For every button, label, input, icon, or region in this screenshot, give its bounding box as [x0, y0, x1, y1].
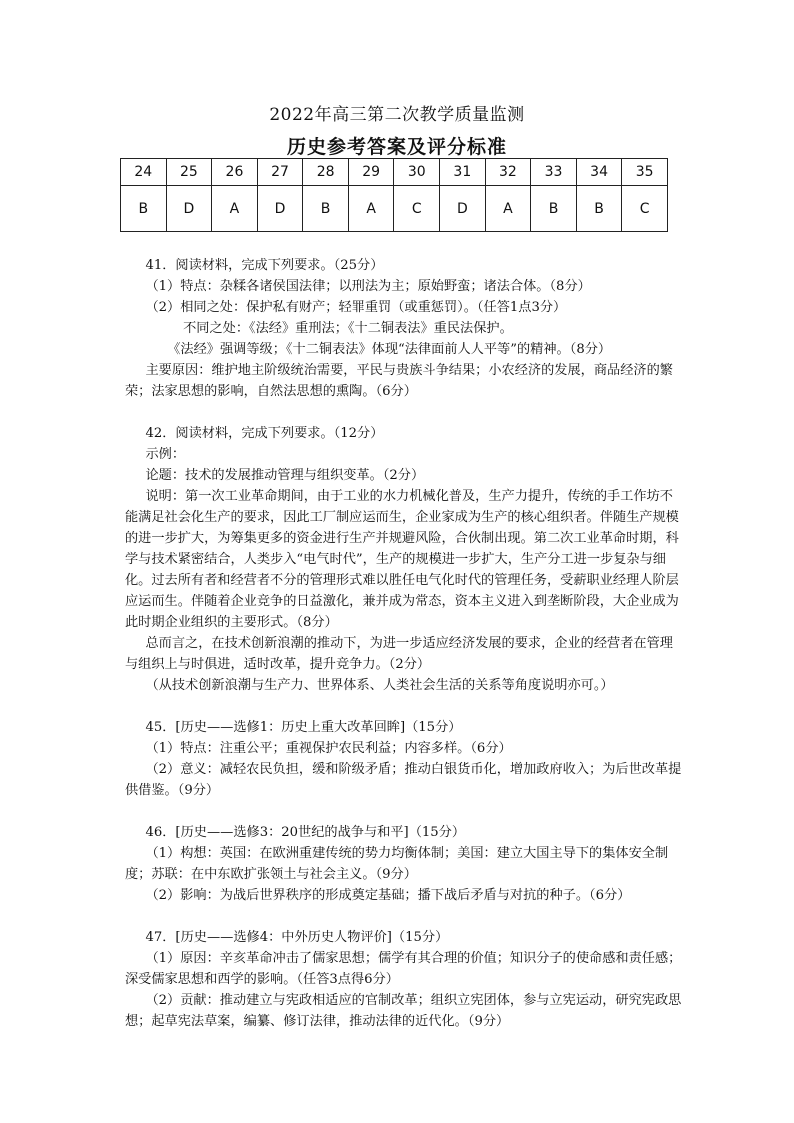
question-number: 24	[121, 159, 167, 186]
question-41-part-2-spirit: 《法经》强调等级；《十二铜表法》体现“法律面前人人平等”的精神。（8分）	[167, 342, 612, 357]
question-47-part-1: （1）原因：辛亥革命冲击了儒家思想；儒学有其合理的价值；知识分子的使命感和责任感；深受儒家思想和西学的影响。（任答3点得6分）	[125, 951, 682, 987]
question-42-example: 示例：	[145, 447, 186, 462]
question-42-explanation: 说明：第一次工业革命期间，由于工业的水力机械化普及，生产力提升，传统的手工作坊不能满足社会化生产的要求，因此工厂制应运而生，企业家成为生产的核心组织者。伴随生产规模的进一步扩大，为筹集更多的资金进行生产并规避风险，合伙制出现。第二次工业革命时期，科学与技术紧密结合，人类步入“电气时代”，生产的规模进一步扩大，生产分工进一步复杂与细化。过去所有者和经营者不分的管理形式难以胜任电气化时代的管理任务，受薪职业经理人阶层应运而生。伴随着企业竞争的日益激化，兼并成为常态，资本主义进入到垄断阶段，大企业成为此时期企业组织的主要形式。（8分）	[125, 489, 679, 630]
question-46	[125, 822, 685, 906]
question-41	[125, 255, 685, 402]
answer-cell: C	[394, 186, 440, 232]
question-number: 27	[257, 159, 303, 186]
answer-cell: B	[303, 186, 349, 232]
page-subtitle: 历史参考答案及评分标准	[286, 136, 507, 158]
question-42-note: （从技术创新浪潮与生产力、世界体系、人类社会生活的关系等角度说明亦可。）	[145, 678, 614, 693]
question-45-part-1: （1）特点：注重公平；重视保护农民利益；内容多样。（6分）	[145, 741, 512, 756]
question-47-part-2: （2）贡献：推动建立与宪政相适应的官制改革；组织立宪团体，参与立宪运动，研究宪政思想；起草宪法草案，编纂、修订法律，推动法律的近代化。（9分）	[125, 993, 682, 1029]
question-41-part-1: （1）特点：杂糅各诸侯国法律；以刑法为主；原始野蛮；诸法合体。（8分）	[145, 279, 591, 294]
question-47-title: 47．[历史——选修4：中外历史人物评价]（15分）	[145, 930, 449, 945]
question-42	[125, 423, 685, 696]
question-41-part-2: （2）相同之处：保护私有财产；轻罪重罚（或重惩罚）。（任答1点3分）	[145, 300, 567, 315]
question-42-title: 42．阅读材料，完成下列要求。（12分）	[145, 426, 384, 441]
answer-cell: A	[348, 186, 394, 232]
question-number: 34	[576, 159, 622, 186]
question-number: 25	[166, 159, 212, 186]
question-42-thesis: 论题：技术的发展推动管理与组织变革。（2分）	[145, 468, 425, 483]
page-title: 2022年高三第二次教学质量监测	[269, 105, 525, 125]
question-41-part-2-diff: 不同之处：《法经》重刑法；《十二铜表法》重民法保护。	[183, 321, 513, 336]
question-number: 33	[531, 159, 577, 186]
question-46-part-2: （2）影响：为战后世界秩序的形成奠定基础；播下战后矛盾与对抗的种子。（6分）	[145, 888, 631, 903]
question-number: 32	[485, 159, 531, 186]
answer-cell: A	[212, 186, 258, 232]
answer-body	[125, 255, 685, 1032]
answer-cell: D	[440, 186, 486, 232]
answer-cell: D	[257, 186, 303, 232]
question-number: 29	[348, 159, 394, 186]
question-number: 35	[622, 159, 668, 186]
answer-cell: B	[121, 186, 167, 232]
question-47	[125, 927, 685, 1032]
question-number: 30	[394, 159, 440, 186]
question-41-part-3: 主要原因：维护地主阶级统治需要，平民与贵族斗争结果；小农经济的发展，商品经济的繁荣；法家思想的影响，自然法思想的熏陶。（6分）	[125, 363, 673, 399]
question-46-part-1: （1）构想：英国：在欧洲重建传统的势力均衡体制；美国：建立大国主导下的集体安全制度；苏联：在中东欧扩张领土与社会主义。（9分）	[125, 846, 669, 882]
answer-cell: B	[576, 186, 622, 232]
question-46-title: 46．[历史——选修3：20世纪的战争与和平]（15分）	[145, 825, 466, 840]
question-number-row	[121, 159, 668, 186]
question-number: 26	[212, 159, 258, 186]
answer-row	[121, 186, 668, 232]
answer-cell: D	[166, 186, 212, 232]
question-45	[125, 717, 685, 801]
answer-table	[120, 158, 668, 232]
question-45-title: 45．[历史——选修1：历史上重大改革回眸]（15分）	[145, 720, 462, 735]
answer-cell: C	[622, 186, 668, 232]
question-number: 31	[440, 159, 486, 186]
question-42-conclusion: 总而言之，在技术创新浪潮的推动下，为进一步适应经济发展的要求，企业的经营者在管理与组织上与时俱进，适时改革，提升竞争力。（2分）	[125, 636, 673, 672]
answer-cell: A	[485, 186, 531, 232]
answer-cell: B	[531, 186, 577, 232]
question-45-part-2: （2）意义：减轻农民负担，缓和阶级矛盾；推动白银货币化，增加政府收入；为后世改革提供借鉴。（9分）	[125, 762, 682, 798]
question-number: 28	[303, 159, 349, 186]
question-41-title: 41．阅读材料，完成下列要求。（25分）	[145, 258, 384, 273]
